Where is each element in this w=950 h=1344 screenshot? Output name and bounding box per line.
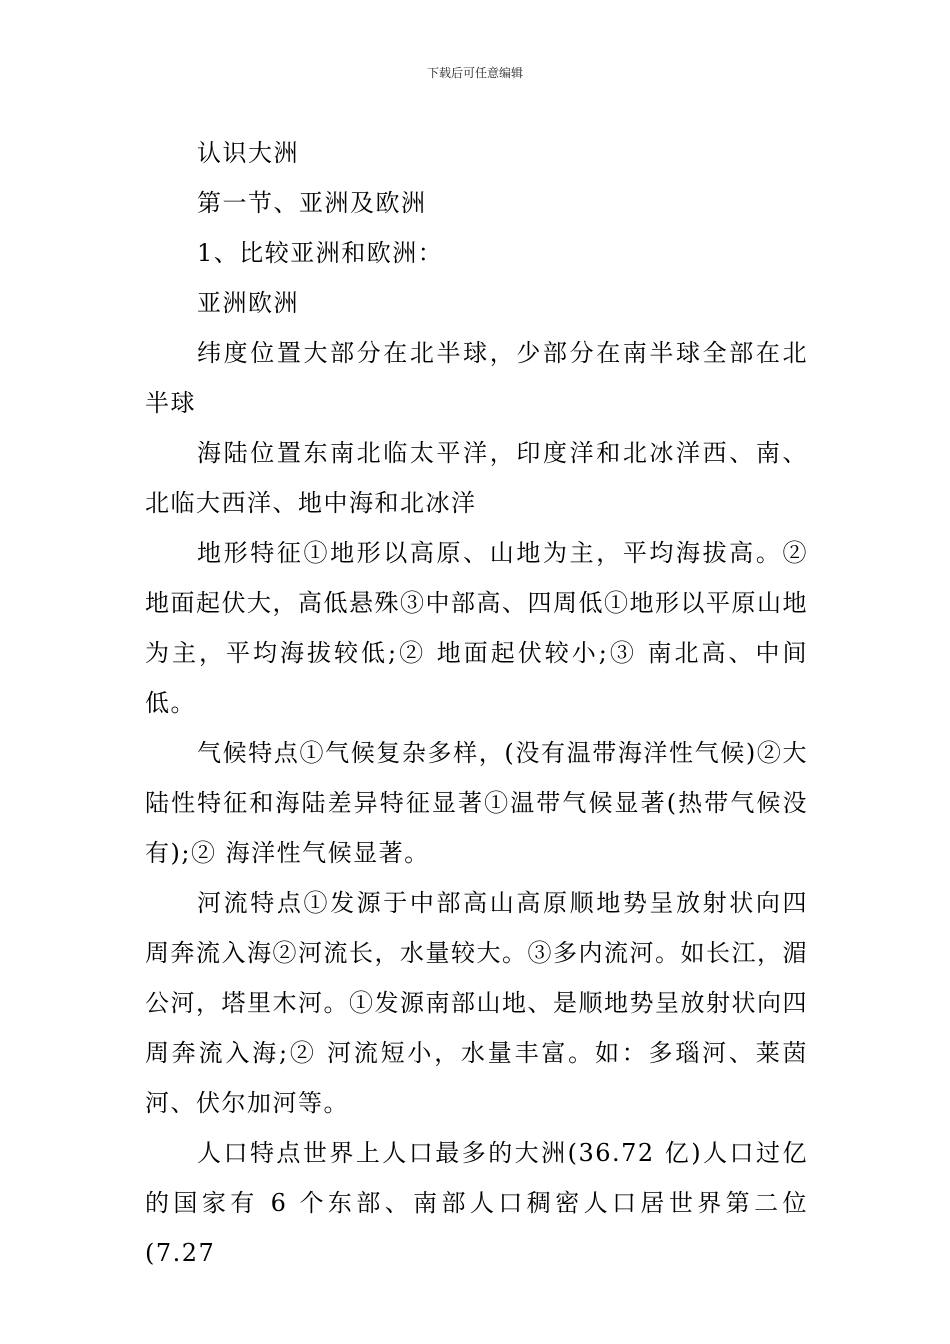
page-header: 下载后可任意编辑 bbox=[426, 66, 523, 80]
document-body bbox=[145, 128, 808, 1278]
subsection-heading: 1、比较亚洲和欧洲： bbox=[197, 239, 444, 267]
section-heading: 第一节、亚洲及欧洲 bbox=[197, 189, 427, 217]
paragraph-latitude: 纬度位置大部分在北半球，少部分在南半球全部在北半球 bbox=[145, 339, 808, 417]
document-title: 认识大洲 bbox=[197, 139, 299, 167]
paragraph-population: 人口特点世界上人口最多的大洲(36.72 亿)人口过亿的国家有 6 个东部、南部人口稠密人口居世界第二位(7.27 bbox=[145, 1139, 808, 1267]
comparison-columns: 亚洲欧洲 bbox=[197, 289, 299, 317]
paragraph-land-sea: 海陆位置东南北临太平洋，印度洋和北冰洋西、南、北临大西洋、地中海和北冰洋 bbox=[145, 439, 808, 517]
paragraph-rivers: 河流特点①发源于中部高山高原顺地势呈放射状向四周奔流入海②河流长，水量较大。③多内流河。如长江，湄公河，塔里木河。①发源南部山地、是顺地势呈放射状向四周奔流入海;② 河流短小，水量丰富。如：多瑙河、莱茵河、伏尔加河等。 bbox=[145, 889, 808, 1117]
paragraph-climate: 气候特点①气候复杂多样，(没有温带海洋性气候)②大陆性特征和海陆差异特征显著①温带气候显著(热带气候没有);② 海洋性气候显著。 bbox=[145, 739, 808, 867]
paragraph-terrain: 地形特征①地形以高原、山地为主，平均海拔高。②地面起伏大，高低悬殊③中部高、四周低①地形以平原山地为主，平均海拔较低;② 地面起伏较小;③ 南北高、中间低。 bbox=[145, 539, 808, 717]
